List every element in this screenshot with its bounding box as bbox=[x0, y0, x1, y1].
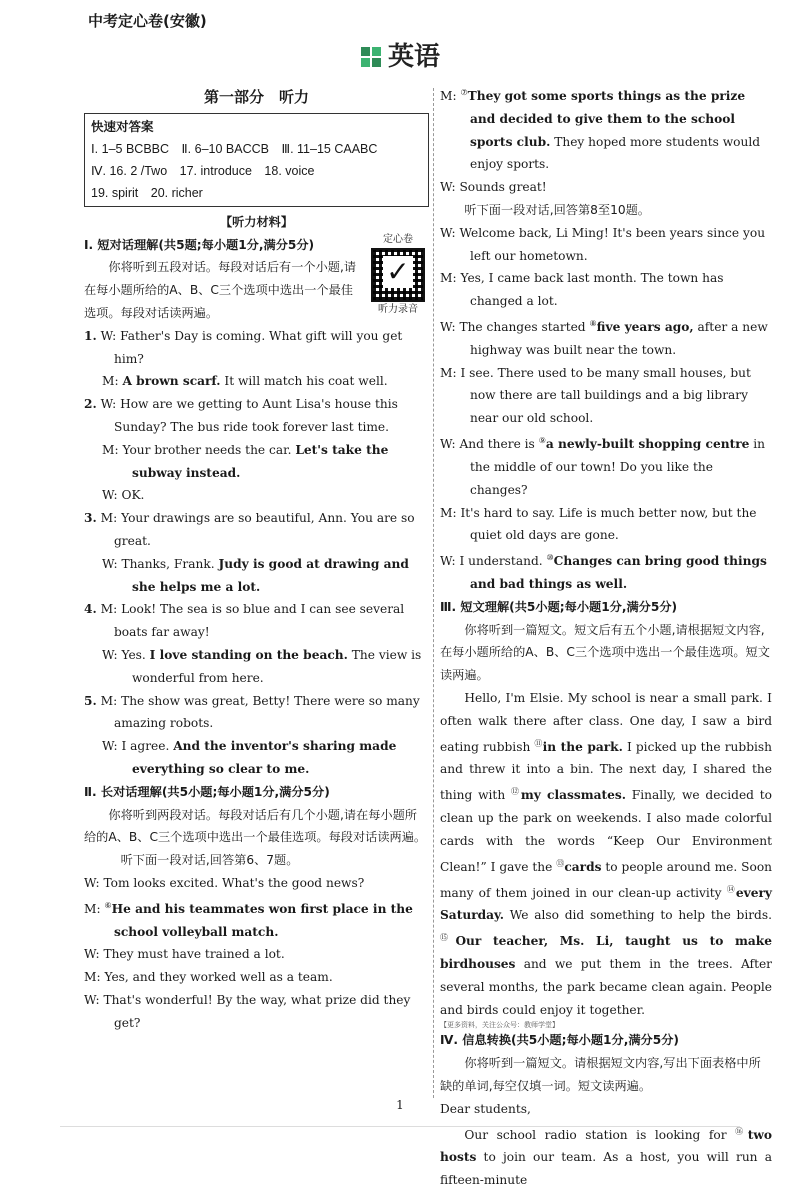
dialog-line: 4. M: Look! The sea is so blue and I can see several boats far away! bbox=[84, 602, 405, 640]
part-title: 第一部分 听力 bbox=[203, 88, 309, 106]
dialog-line: 3. M: Your drawings are so beautiful, Ann. You are so great. bbox=[84, 511, 415, 548]
long-dialog-1 bbox=[84, 872, 429, 1035]
page-number: 1 bbox=[396, 1098, 404, 1112]
dialog-line: M: I see. There used to be many small houses, but now there are tall buildings and a big library near our old school. bbox=[440, 365, 751, 426]
question-number: 3. bbox=[84, 511, 97, 526]
dialog-line: M: ⑥He and his teammates won first place in the school volleyball match. bbox=[84, 900, 413, 939]
section-4-intro: 你将听到一篇短文。请根据短文内容,写出下面表格中所缺的单词,每空仅填一词。短文读两遍。 bbox=[440, 1056, 761, 1094]
dialog-line: M: ⑦They got some sports things as the prize and decided to give them to the school sports club. They hoped more students would enjoy sports. bbox=[440, 88, 761, 172]
dialog-line: M: It's hard to say. Life is much better now, but the quiet old days are gone. bbox=[440, 505, 757, 543]
passage-1: Hello, I'm Elsie. My school is near a small park. I often walk there after class. One day, I saw a bird eating rubbish ⑪in the park. I picked up the rubbish and threw it into a bin. The next day, I shared the thing with ⑫my classmates. Finally, we decided to clean up the park on weekends. I also made colorful cards with the words “Keep Our Environment Clean!” I gave the ⑬cards to people around me. Soon many of them joined in our clean-up activity ⑭every Saturday. We also did something to help the birds. ⑮Our teacher, Ms. Li, taught us to make birdhouses and we put them in the trees. After several months, the park became clean again. People and birds could enjoy it together. bbox=[440, 690, 773, 1017]
qr-code-icon[interactable] bbox=[371, 248, 425, 302]
section-3-title: Ⅲ. 短文理解(共5小题;每小题1分,满分5分) bbox=[440, 599, 678, 614]
dialog-line: W: Sounds great! bbox=[440, 180, 547, 195]
dialog-line: M: Yes, I came back last month. The town has changed a lot. bbox=[440, 271, 724, 309]
dialog-line: M: A brown scarf. It will match his coat well. bbox=[102, 374, 388, 389]
watermark: 【更多资料，关注公众号：教师学堂】 bbox=[440, 1021, 559, 1030]
section-4-title: Ⅳ. 信息转换(共5小题;每小题1分,满分5分) bbox=[440, 1033, 679, 1048]
question-number: 1. bbox=[84, 328, 97, 343]
subject-title: 英语 bbox=[0, 36, 800, 73]
series-title: 中考定心卷(安徽) bbox=[88, 12, 207, 30]
material-title: 【听力材料】 bbox=[219, 214, 294, 229]
dialog-line: 2. W: How are we getting to Aunt Lisa's house this Sunday? The bus ride took forever last time. bbox=[84, 397, 398, 434]
column-divider bbox=[433, 88, 434, 1098]
section-3-intro: 你将听到一篇短文。短文后有五个小题,请根据短文内容,在每小题所给的A、B、C三个选项中选出一个最佳选项。短文读两遍。 bbox=[440, 622, 770, 683]
letter-greeting: Dear students, bbox=[440, 1101, 531, 1116]
dialog-line: 1. W: Father's Day is coming. What gift will you get him? bbox=[84, 328, 403, 366]
question-number: 4. bbox=[84, 602, 97, 617]
dialog-line: W: That's wonderful! By the way, what prize did they get? bbox=[84, 992, 411, 1030]
dialog-line: M: Yes, and they worked well as a team. bbox=[84, 970, 333, 985]
passage-2: Our school radio station is looking for ⑯two hosts to join our team. As a host, you will run a fifteen-minute bbox=[440, 1126, 773, 1188]
sub-instruction: 听下面一段对话,回答第8至10题。 bbox=[464, 203, 650, 218]
dialog-line: W: Welcome back, Li Ming! It's been years since you left our hometown. bbox=[440, 225, 766, 263]
question-number: 2. bbox=[84, 397, 97, 412]
footer-line bbox=[60, 1126, 740, 1127]
section-2-intro: 你将听到两段对话。每段对话后有几个小题,请在每小题所给的A、B、C三个选项中选出一个最佳选项。每段对话读两遍。 bbox=[84, 807, 427, 845]
dialog-line: W: They must have trained a lot. bbox=[84, 947, 285, 962]
answer-box: 快速对答案 Ⅰ. 1–5 BCBBC Ⅱ. 6–10 BACCB Ⅲ. 11–15 CAABC Ⅳ. 16. 2 /Two 17. introduce 18. voice 19. spirit 20. richer bbox=[84, 113, 429, 207]
sub-instruction: 听下面一段对话,回答第6、7题。 bbox=[120, 853, 299, 868]
question-number: 5. bbox=[84, 693, 97, 708]
dialog-line: W: OK. bbox=[102, 488, 145, 503]
short-dialogs bbox=[84, 325, 429, 781]
dialog-line: W: Tom looks excited. What's the good news? bbox=[84, 875, 365, 890]
section-1-header: 定心卷 ✓ 听力录音 Ⅰ. 短对话理解(共5题;每小题1分,满分5分) 你将听到五段对话。每段对话后有一个小题,请在每小题所给的A、B、C三个选项中选出一个最佳选项。每段对话读两遍。 bbox=[84, 234, 429, 325]
dialog-line: M: Your brother needs the car. Let's take the subway instead. bbox=[102, 442, 389, 480]
dialog-line: W: I understand. ⑩Changes can bring good things and bad things as well. bbox=[440, 553, 767, 591]
dialog-line: W: The changes started ⑧five years ago, after a new highway was built near the town. bbox=[440, 319, 768, 357]
dialog-line: W: Yes. I love standing on the beach. The view is wonderful from here. bbox=[102, 647, 422, 685]
dialog-line: W: And there is ⑨a newly-built shopping centre in the middle of our town! Do you like the changes? bbox=[440, 436, 766, 497]
left-column bbox=[84, 82, 429, 1035]
dialog-line: 5. M: The show was great, Betty! There were so many amazing robots. bbox=[84, 693, 420, 731]
section-2-title: Ⅱ. 长对话理解(共5小题;每小题1分,满分5分) bbox=[84, 784, 330, 799]
dialog-line: W: Thanks, Frank. Judy is good at drawing and she helps me a lot. bbox=[102, 556, 409, 594]
logo-icon bbox=[360, 46, 382, 68]
qr-block: 定心卷 ✓ 听力录音 bbox=[367, 234, 429, 316]
dialog-line: W: I agree. And the inventor's sharing made everything so clear to me. bbox=[102, 739, 397, 776]
right-column bbox=[440, 82, 772, 1192]
